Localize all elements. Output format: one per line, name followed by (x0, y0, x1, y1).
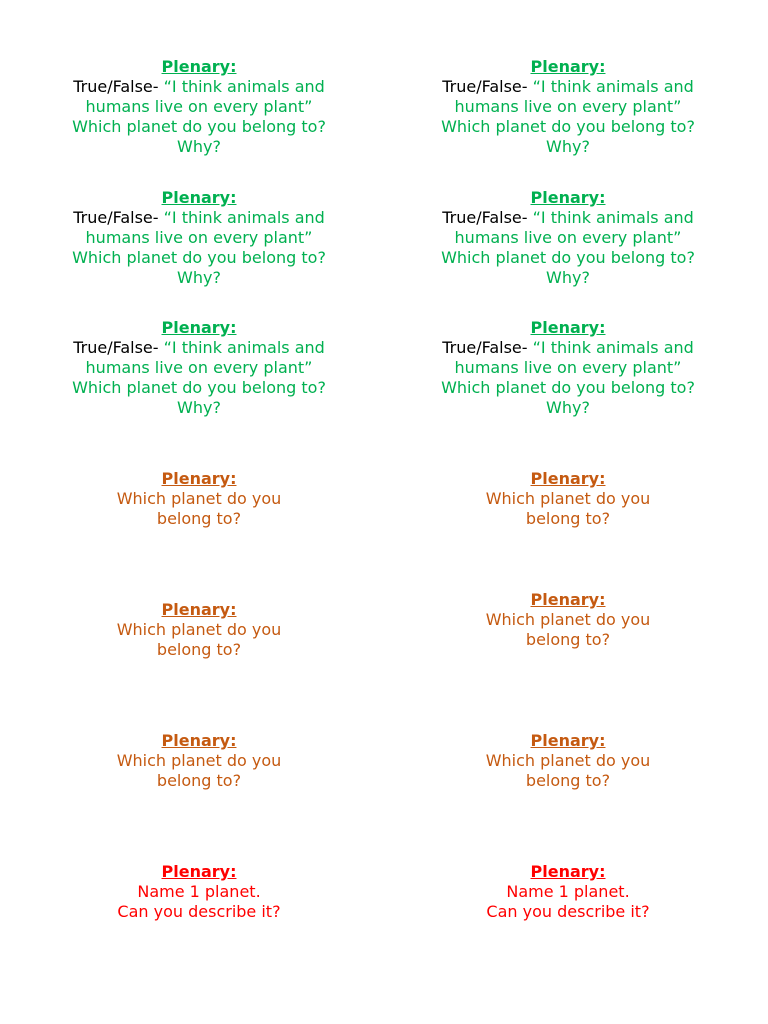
plenary-card-green-4 (403, 188, 733, 288)
question-text: Which planet do you (485, 751, 651, 770)
quote-text: humans live on every plant” (85, 358, 313, 377)
card-heading: Plenary: (161, 600, 237, 619)
card-heading: Plenary: (161, 57, 237, 76)
plenary-card-red-2 (403, 862, 733, 922)
question-text: Which planet do you belong to? (441, 117, 695, 136)
true-false-prefix: True/False- (442, 77, 528, 96)
quote-text: “I think animals and (158, 338, 325, 357)
plenary-card-orange-2 (403, 469, 733, 529)
card-heading: Plenary: (530, 57, 606, 76)
plenary-card-orange-5 (34, 731, 364, 791)
question-text: belong to? (156, 640, 242, 659)
plenary-card-orange-3 (34, 600, 364, 660)
quote-text: humans live on every plant” (454, 228, 682, 247)
plenary-card-orange-4 (403, 590, 733, 650)
prompt-text: Can you describe it? (117, 902, 281, 921)
plenary-card-green-1 (34, 57, 364, 157)
card-line (403, 208, 733, 228)
plenary-card-green-5 (34, 318, 364, 418)
quote-text: humans live on every plant” (85, 97, 313, 116)
question-text: Which planet do you (485, 610, 651, 629)
question-text: belong to? (525, 771, 611, 790)
why-text: Why? (177, 268, 221, 287)
card-heading: Plenary: (161, 318, 237, 337)
question-text: Which planet do you (116, 620, 282, 639)
quote-text: humans live on every plant” (85, 228, 313, 247)
why-text: Why? (546, 268, 590, 287)
quote-text: “I think animals and (158, 208, 325, 227)
card-heading: Plenary: (161, 731, 237, 750)
card-heading: Plenary: (530, 862, 606, 881)
prompt-text: Name 1 planet. (506, 882, 630, 901)
prompt-text: Can you describe it? (486, 902, 650, 921)
question-text: belong to? (525, 509, 611, 528)
card-heading: Plenary: (530, 590, 606, 609)
card-line (403, 77, 733, 97)
plenary-card-red-1 (34, 862, 364, 922)
card-line (34, 77, 364, 97)
card-heading: Plenary: (530, 188, 606, 207)
card-line (34, 338, 364, 358)
card-heading: Plenary: (161, 469, 237, 488)
card-line (34, 208, 364, 228)
why-text: Why? (177, 137, 221, 156)
question-text: Which planet do you belong to? (441, 378, 695, 397)
card-heading: Plenary: (161, 862, 237, 881)
card-heading: Plenary: (530, 469, 606, 488)
card-line (403, 338, 733, 358)
true-false-prefix: True/False- (442, 338, 528, 357)
quote-text: “I think animals and (527, 77, 694, 96)
card-heading: Plenary: (530, 731, 606, 750)
true-false-prefix: True/False- (442, 208, 528, 227)
quote-text: “I think animals and (158, 77, 325, 96)
question-text: Which planet do you (116, 489, 282, 508)
question-text: Which planet do you (485, 489, 651, 508)
plenary-card-orange-6 (403, 731, 733, 791)
question-text: belong to? (156, 509, 242, 528)
question-text: belong to? (525, 630, 611, 649)
prompt-text: Name 1 planet. (137, 882, 261, 901)
quote-text: “I think animals and (527, 208, 694, 227)
why-text: Why? (546, 137, 590, 156)
plenary-card-green-3 (34, 188, 364, 288)
quote-text: humans live on every plant” (454, 97, 682, 116)
true-false-prefix: True/False- (73, 338, 159, 357)
question-text: Which planet do you belong to? (72, 248, 326, 267)
question-text: Which planet do you (116, 751, 282, 770)
question-text: Which planet do you belong to? (441, 248, 695, 267)
why-text: Why? (546, 398, 590, 417)
plenary-card-green-2 (403, 57, 733, 157)
true-false-prefix: True/False- (73, 77, 159, 96)
why-text: Why? (177, 398, 221, 417)
true-false-prefix: True/False- (73, 208, 159, 227)
question-text: belong to? (156, 771, 242, 790)
quote-text: humans live on every plant” (454, 358, 682, 377)
question-text: Which planet do you belong to? (72, 378, 326, 397)
question-text: Which planet do you belong to? (72, 117, 326, 136)
card-heading: Plenary: (161, 188, 237, 207)
quote-text: “I think animals and (527, 338, 694, 357)
card-heading: Plenary: (530, 318, 606, 337)
plenary-card-orange-1 (34, 469, 364, 529)
plenary-card-green-6 (403, 318, 733, 418)
